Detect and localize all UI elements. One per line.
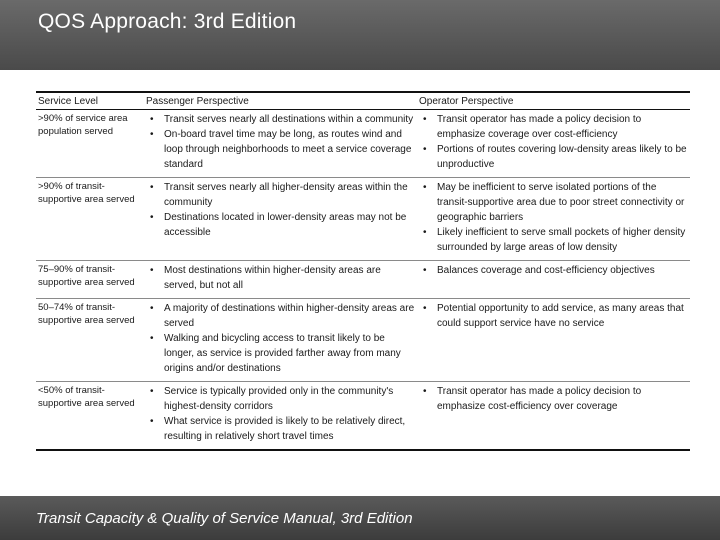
- operator-cell: [417, 261, 690, 299]
- operator-cell: [417, 178, 690, 261]
- service-level-cell: <50% of transit-supportive area served: [36, 382, 144, 451]
- list-item: • Portions of routes covering low-density areas likely to be unproductive: [419, 142, 688, 172]
- operator-cell: [417, 110, 690, 178]
- operator-cell: [417, 382, 690, 451]
- operator-cell: [417, 299, 690, 382]
- list-item: • A majority of destinations within higher-density areas are served: [146, 301, 415, 331]
- service-level-cell: >90% of service area population served: [36, 110, 144, 178]
- list-item: • On-board travel time may be long, as routes wind and loop through neighborhoods to meet a service coverage standard: [146, 127, 415, 172]
- list-item: • Potential opportunity to add service, as many areas that could support service have no service: [419, 301, 688, 331]
- list-item: • Destinations located in lower-density areas may not be accessible: [146, 210, 415, 240]
- passenger-cell: [144, 110, 417, 178]
- footer-bar: [0, 496, 720, 540]
- list-item: • May be inefficient to serve isolated portions of the transit-supportive area due to poor street connectivity or geographic barriers: [419, 180, 688, 225]
- table-row: [36, 299, 690, 382]
- passenger-cell: [144, 299, 417, 382]
- list-item: • Transit serves nearly all destinations within a community: [146, 112, 415, 127]
- list-item: • Transit operator has made a policy decision to emphasize cost-efficiency over coverage: [419, 384, 688, 414]
- list-item: • Most destinations within higher-density areas are served, but not all: [146, 263, 415, 293]
- list-item: • What service is provided is likely to be relatively direct, resulting in relatively short travel times: [146, 414, 415, 444]
- list-item: • Transit operator has made a policy decision to emphasize coverage over cost-efficiency: [419, 112, 688, 142]
- list-item: • Walking and bicycling access to transit likely to be longer, as service is provided farther away from many origins and/or destinations: [146, 331, 415, 376]
- list-item: • Transit serves nearly all higher-density areas within the community: [146, 180, 415, 210]
- title-bar: [0, 0, 720, 70]
- service-level-cell: 50–74% of transit-supportive area served: [36, 299, 144, 382]
- list-item: • Likely inefficient to serve small pockets of higher density surrounded by large areas of low density: [419, 225, 688, 255]
- column-header-operator: Operator Perspective: [417, 92, 690, 110]
- passenger-cell: [144, 261, 417, 299]
- page-title: QOS Approach: 3rd Edition: [38, 10, 297, 33]
- column-header-passenger: Passenger Perspective: [144, 92, 417, 110]
- table-row: [36, 382, 690, 451]
- qos-table: [36, 91, 690, 451]
- service-level-cell: 75–90% of transit-supportive area served: [36, 261, 144, 299]
- table-row: [36, 178, 690, 261]
- list-item: • Service is typically provided only in the community's highest-density corridors: [146, 384, 415, 414]
- table-row: [36, 261, 690, 299]
- footer-citation: Transit Capacity & Quality of Service Manual, 3rd Edition: [36, 510, 413, 527]
- column-header-service-level: Service Level: [36, 92, 144, 110]
- passenger-cell: [144, 178, 417, 261]
- service-level-cell: >90% of transit-supportive area served: [36, 178, 144, 261]
- passenger-cell: [144, 382, 417, 451]
- table-header-row: [36, 92, 690, 110]
- list-item: • Balances coverage and cost-efficiency objectives: [419, 263, 688, 278]
- table-row: [36, 110, 690, 178]
